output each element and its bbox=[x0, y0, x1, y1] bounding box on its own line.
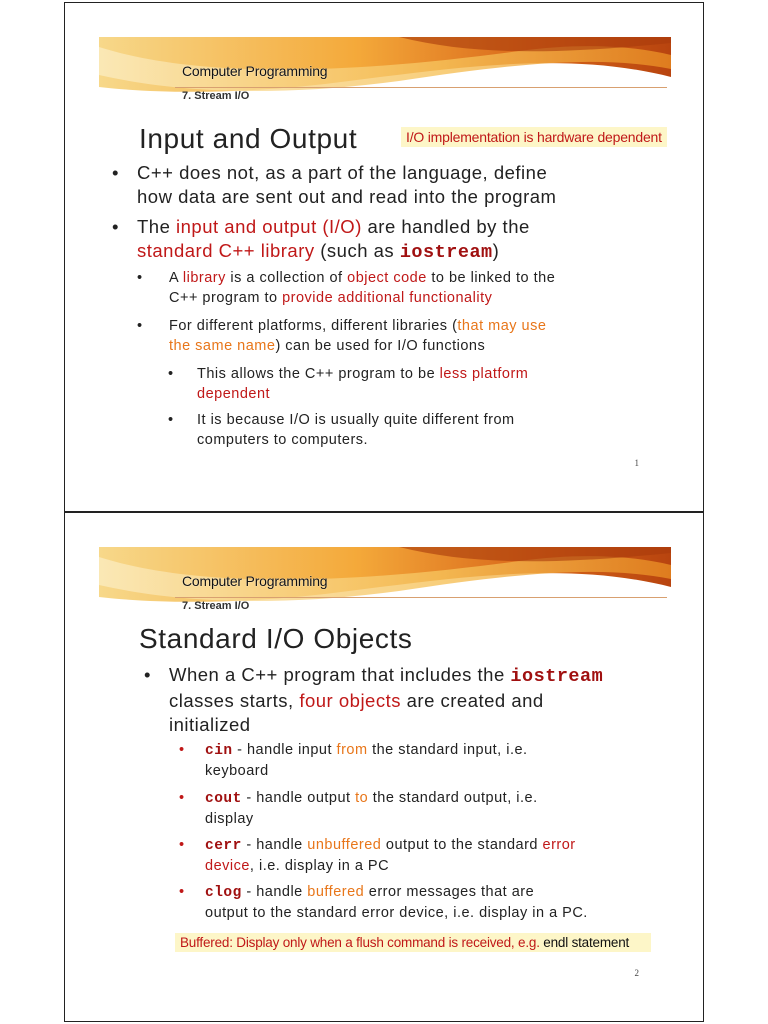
note-box: I/O implementation is hardware dependent bbox=[401, 127, 667, 147]
slide-1 bbox=[64, 2, 704, 512]
header-rule bbox=[175, 87, 667, 88]
chapter-label: 7. Stream I/O bbox=[182, 90, 250, 102]
sub-sub-bullet: • It is because I/O is usually quite different from computers to computers. bbox=[168, 412, 515, 448]
page-number: 1 bbox=[634, 458, 639, 468]
course-name: Computer Programming bbox=[182, 573, 328, 589]
slide-title: Input and Output bbox=[139, 123, 358, 154]
list-item: • cin - handle input from the standard input, i.e. keyboard bbox=[179, 742, 528, 779]
header-rule bbox=[175, 597, 667, 598]
list-item: • cerr - handle unbuffered output to the standard error device, i.e. display in a PC bbox=[179, 837, 576, 874]
sub-bullet: • A library is a collection of object code to be linked to the C++ program to provide additional functionality bbox=[137, 270, 556, 306]
bullet: • When a C++ program that includes the iostream classes starts, four objects are created and initialized bbox=[144, 664, 604, 735]
list-item: • cout - handle output to the standard output, i.e. display bbox=[179, 790, 538, 827]
list-item: • clog - handle buffered error messages that are output to the standard error device, i.e. display in a PC. bbox=[179, 884, 588, 921]
course-name: Computer Programming bbox=[182, 63, 328, 79]
slide-title: Standard I/O Objects bbox=[139, 623, 413, 654]
bullet: • C++ does not, as a part of the language, define how data are sent out and read into the program bbox=[112, 162, 557, 207]
slide-2 bbox=[64, 512, 704, 1022]
sub-bullet: • For different platforms, different libraries (that may use the same name) can be used for I/O functions bbox=[137, 318, 547, 354]
chapter-label: 7. Stream I/O bbox=[182, 600, 250, 612]
page-number: 2 bbox=[634, 968, 639, 978]
note-box: Buffered: Display only when a flush command is received, e.g. endl statement bbox=[175, 933, 651, 952]
bullet: • The input and output (I/O) are handled by the standard C++ library (such as iostream) bbox=[112, 216, 530, 263]
sub-sub-bullet: • This allows the C++ program to be less platform dependent bbox=[168, 366, 529, 402]
